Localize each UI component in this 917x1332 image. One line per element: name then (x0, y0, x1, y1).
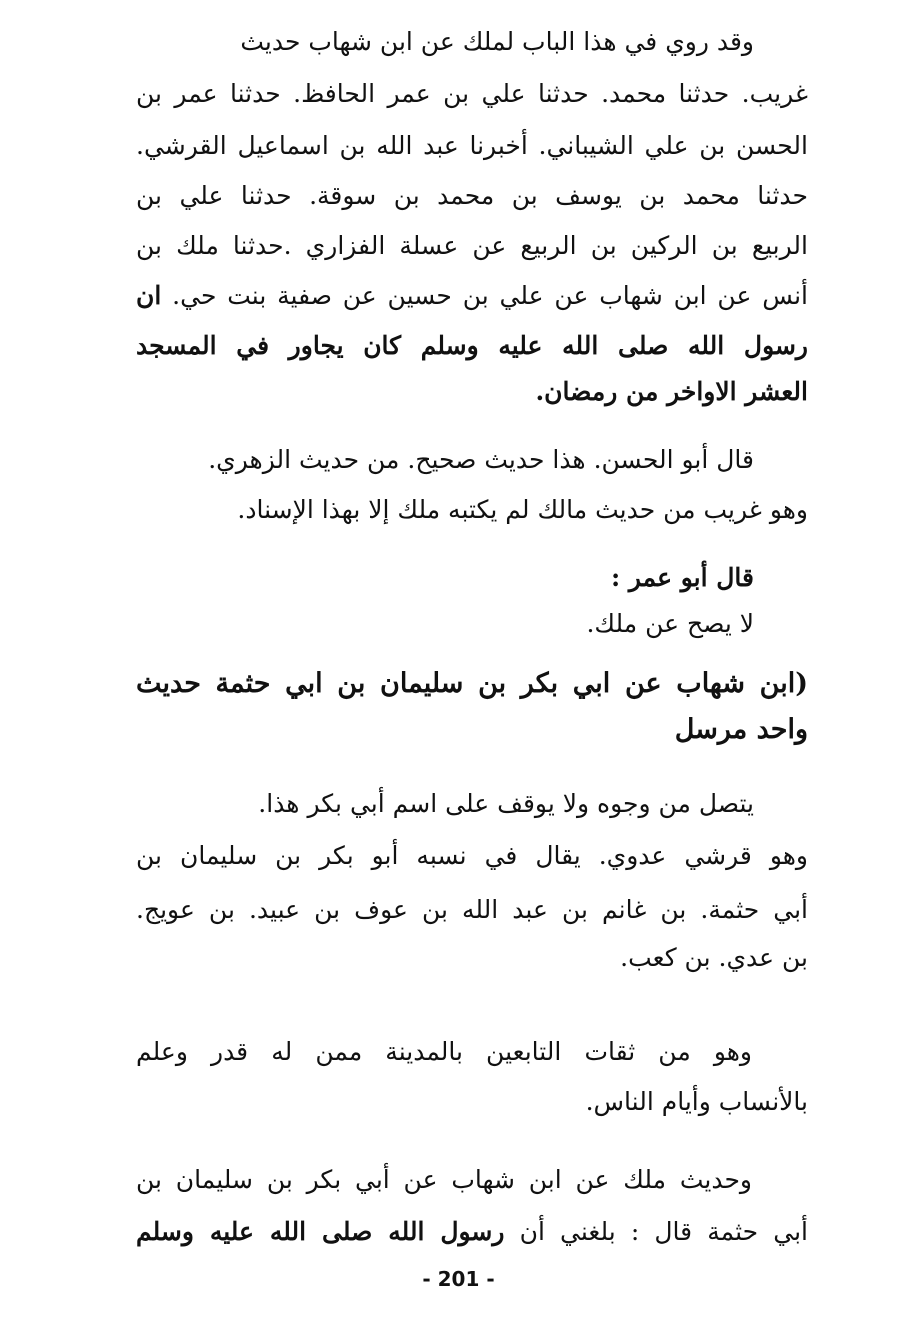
paragraph-2-line-2: وهو غريب من حديث مالك لم يكتبه ملك إلا بهذا الإسناد. (237, 495, 808, 524)
page-number: - 201 - (422, 1267, 495, 1291)
paragraph-1-line-6-plain: أنس عن ابن شهاب عن علي بن حسين عن صفية بنت حي. (172, 281, 808, 310)
paragraph-6-line-2-bold: رسول الله صلى الله عليه وسلم (136, 1217, 505, 1246)
paragraph-1-line-4: حدثنا محمد بن يوسف بن محمد بن سوقة. حدثنا علي بن (136, 181, 808, 210)
section-heading-line-2: واحد مرسل (674, 714, 808, 745)
paragraph-3-line-1: لا يصح عن ملك. (586, 609, 754, 638)
paragraph-6-line-2 (136, 1214, 808, 1250)
section-heading-line-1: (ابن شهاب عن ابي بكر بن سليمان بن ابي حثمة حديث (136, 668, 808, 699)
paragraph-1-line-6 (136, 278, 808, 314)
paragraph-5-line-1: وهو من ثقات التابعين بالمدينة ممن له قدر وعلم (136, 1037, 752, 1066)
abu-umar-heading: قال أبو عمر : (610, 563, 754, 592)
paragraph-6-line-1: وحديث ملك عن ابن شهاب عن أبي بكر بن سليمان بن (136, 1165, 752, 1194)
paragraph-4-line-3: أبي حثمة. بن غانم بن عبد الله بن عوف بن عبيد. بن عويج. (136, 895, 808, 924)
paragraph-6-line-2-plain: أبي حثمة قال : بلغني أن (519, 1217, 808, 1246)
paragraph-1-line-3: الحسن بن علي الشيباني. أخبرنا عبد الله بن اسماعيل القرشي. (136, 131, 808, 160)
paragraph-5-line-2: بالأنساب وأيام الناس. (585, 1087, 808, 1116)
paragraph-1-line-2: غريب. حدثنا محمد. حدثنا علي بن عمر الحافظ. حدثنا عمر بن (136, 79, 808, 108)
paragraph-2-line-1: قال أبو الحسن. هذا حديث صحيح. من حديث الزهري. (208, 445, 754, 474)
paragraph-4-line-1: يتصل من وجوه ولا يوقف على اسم أبي بكر هذا. (258, 789, 754, 818)
paragraph-1-line-5: الربيع بن الركين بن الربيع عن عسلة الفزاري .حدثنا ملك بن (136, 231, 808, 260)
paragraph-1-line-7: رسول الله صلى الله عليه وسلم كان يجاور في المسجد (136, 331, 808, 360)
paragraph-4-line-2: وهو قرشي عدوي. يقال في نسبه أبو بكر بن سليمان بن (136, 841, 808, 870)
paragraph-1-line-6-bold: ان (136, 281, 162, 310)
paragraph-4-line-4: بن عدي. بن كعب. (620, 943, 808, 972)
paragraph-1-line-1: وقد روي في هذا الباب لملك عن ابن شهاب حديث (240, 27, 754, 56)
paragraph-1-line-8: العشر الاواخر من رمضان. (535, 377, 808, 406)
